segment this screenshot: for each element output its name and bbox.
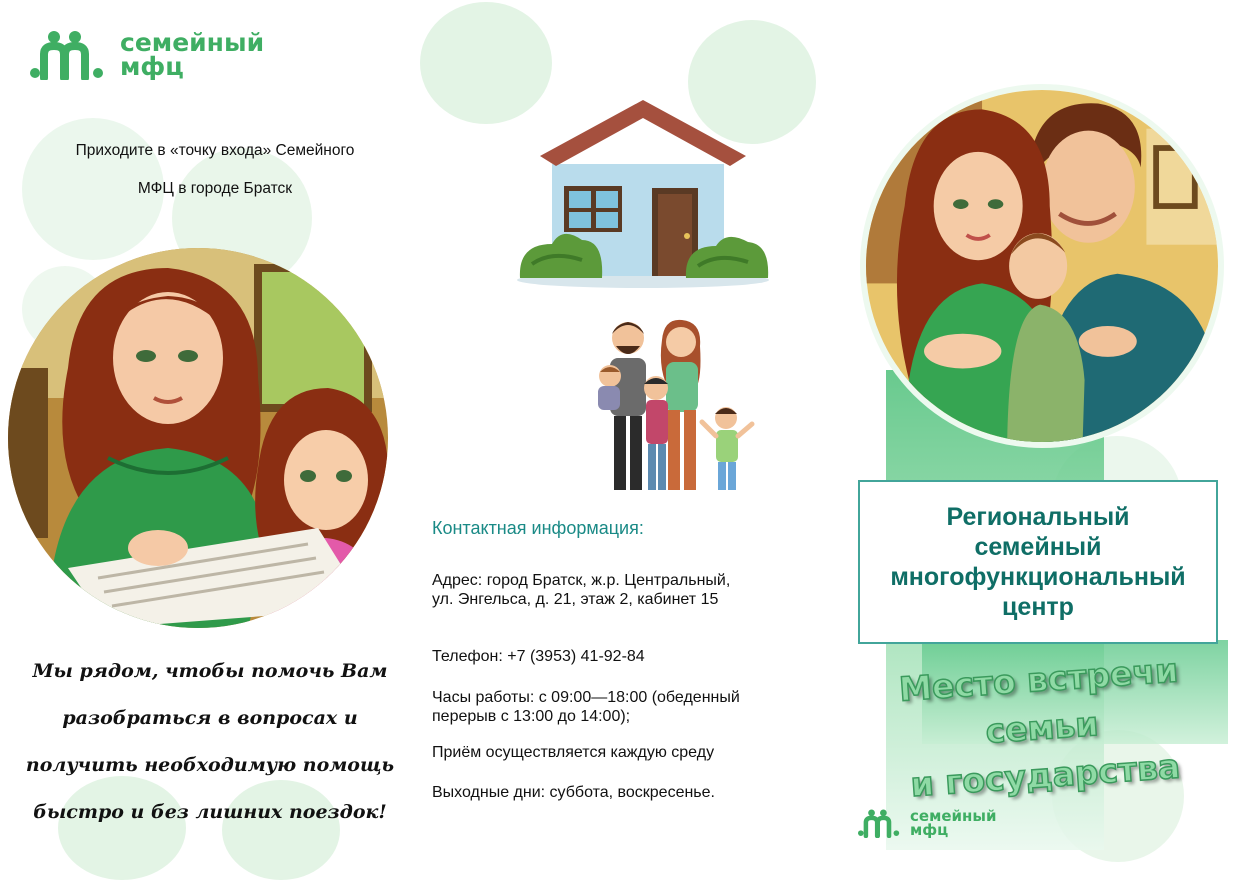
brand-logo-line1: семейный <box>120 28 265 58</box>
slogan-line1: Мы рядом, чтобы помочь Вам <box>32 660 388 682</box>
slogan-line3: получить необходимую помощь <box>25 754 395 776</box>
center-title-line1: Региональный <box>946 503 1130 531</box>
center-title-line3: многофункциональный <box>890 563 1186 591</box>
mother-daughter-illustration <box>8 248 388 628</box>
brand-logo-small-line1: семейный <box>910 806 997 825</box>
intro-line2: МФЦ в городе Братск <box>137 180 293 197</box>
parents-baby-illustration <box>860 84 1224 448</box>
intro-line1: Приходите в «точку входа» Семейного <box>75 142 355 159</box>
tagline-line1: Место встречи семьи <box>897 650 1180 751</box>
contact-days-off: Выходные дни: суббота, воскресенье. <box>432 784 715 801</box>
center-title-box <box>858 480 1218 644</box>
family-illustration <box>592 318 760 496</box>
center-title-line4: центр <box>1002 593 1074 621</box>
house-illustration <box>512 94 774 296</box>
brand-logo-text <box>120 28 265 81</box>
slogan-line2: разобраться в вопросах и <box>62 707 358 729</box>
brand-logo-icon <box>858 808 902 838</box>
address-line2: ул. Энгельса, д. 21, этаж 2, кабинет 15 <box>432 591 719 608</box>
contact-heading: Контактная информация: <box>432 518 644 538</box>
center-title-line2: семейный <box>974 533 1102 561</box>
hours-line1: Часы работы: с 09:00—18:00 (обеденный <box>432 689 740 706</box>
center-title <box>890 502 1185 622</box>
contact-hours <box>432 688 822 726</box>
brand-logo-small-line2: мфц <box>910 821 949 839</box>
contact-phone: Телефон: +7 (3953) 41-92-84 <box>432 648 645 665</box>
tagline <box>841 643 1240 814</box>
hours-line2: перерыв с 13:00 до 14:00); <box>432 708 631 725</box>
slogan-text <box>20 648 400 836</box>
intro-text <box>36 132 394 208</box>
brand-logo-small <box>858 808 996 838</box>
contact-address <box>432 571 822 609</box>
tagline-line2: и государства <box>909 746 1182 805</box>
brand-logo-small-text <box>910 806 997 839</box>
brand-logo-icon <box>30 30 108 80</box>
brand-logo-line2: мфц <box>120 52 184 81</box>
contact-reception: Приём осуществляется каждую среду <box>432 744 715 761</box>
address-line1: Адрес: город Братск, ж.р. Центральный, <box>432 572 731 589</box>
contact-info <box>432 518 822 802</box>
brand-logo <box>30 30 264 80</box>
slogan-line4: быстро и без лишних поездок! <box>33 801 387 823</box>
